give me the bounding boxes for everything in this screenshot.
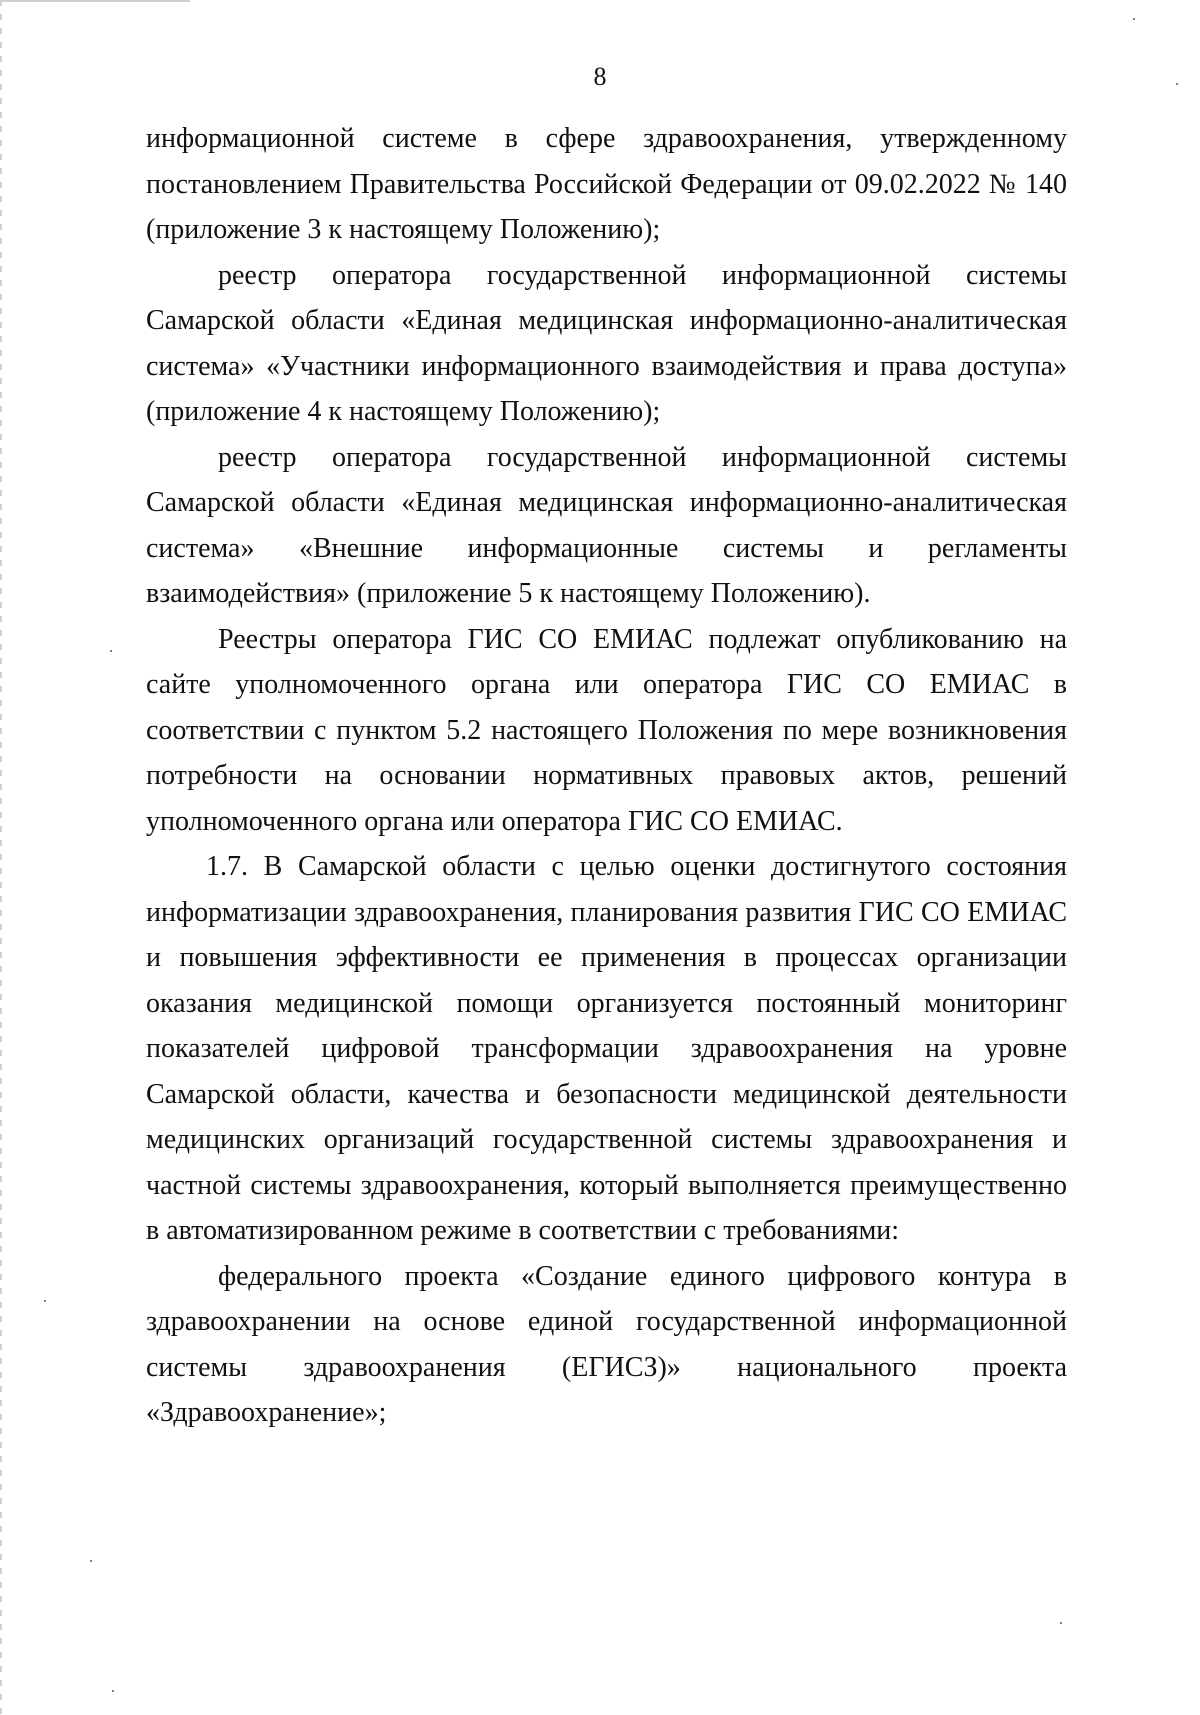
scan-speck <box>110 650 112 652</box>
paragraph-federal-project: федерального проекта «Создание единого цифрового контура в здравоохранении на основе единой государственной информационной системы здравоохранения (ЕГИСЗ)» национального проекта «Здравоохранение»; <box>146 1260 1067 1428</box>
scan-speck <box>1060 1622 1062 1624</box>
scan-speck <box>90 1560 92 1562</box>
paragraph-section-1-7: 1.7. В Самарской области с целью оценки достигнутого состояния информатизации здравоохранения, планирования развития ГИС СО ЕМИАС и повышения эффективности ее применения в процессах организации оказания медицинской помощи организуется постоянный мониторинг показателей цифровой трансформации здравоохранения на уровне Самарской области, качества и безопасности медицинской деятельности медицинских организаций государственной системы здравоохранения и частной системы здравоохранения, который выполняется преимущественно в автоматизированном режиме в соответствии с требованиями: <box>146 851 1067 1246</box>
paragraph-registry-appendix-4: реестр оператора государственной информационной системы Самарской области «Единая медицинская информационно-аналитическая система» «Участники информационного взаимодействия и права доступа» (приложение 4 к настоящему Положению); <box>146 259 1067 427</box>
scan-speck <box>112 1690 114 1692</box>
document-body <box>146 116 1067 1436</box>
paragraph-registry-appendix-5: реестр оператора государственной информационной системы Самарской области «Единая медицинская информационно-аналитическая система» «Внешние информационные системы и регламенты взаимодействия» (приложение 5 к настоящему Положению). <box>146 441 1067 609</box>
scan-speck <box>44 1300 46 1302</box>
scan-top-edge <box>0 0 190 2</box>
page-number: 8 <box>593 62 607 91</box>
paragraph-registries-publication: Реестры оператора ГИС СО ЕМИАС подлежат опубликованию на сайте уполномоченного органа или оператора ГИС СО ЕМИАС в соответствии с пунктом 5.2 настоящего Положения по мере возникновения потребности на основании нормативных правовых актов, решений уполномоченного органа или оператора ГИС СО ЕМИАС. <box>146 623 1067 837</box>
scan-speck <box>1133 18 1135 20</box>
scan-left-edge <box>0 0 2 1715</box>
paragraph-continuation: информационной системе в сфере здравоохранения, утвержденному постановлением Правительства Российской Федерации от 09.02.2022 № 140 (приложение 3 к настоящему Положению); <box>146 123 1067 245</box>
scan-speck <box>1176 83 1178 85</box>
